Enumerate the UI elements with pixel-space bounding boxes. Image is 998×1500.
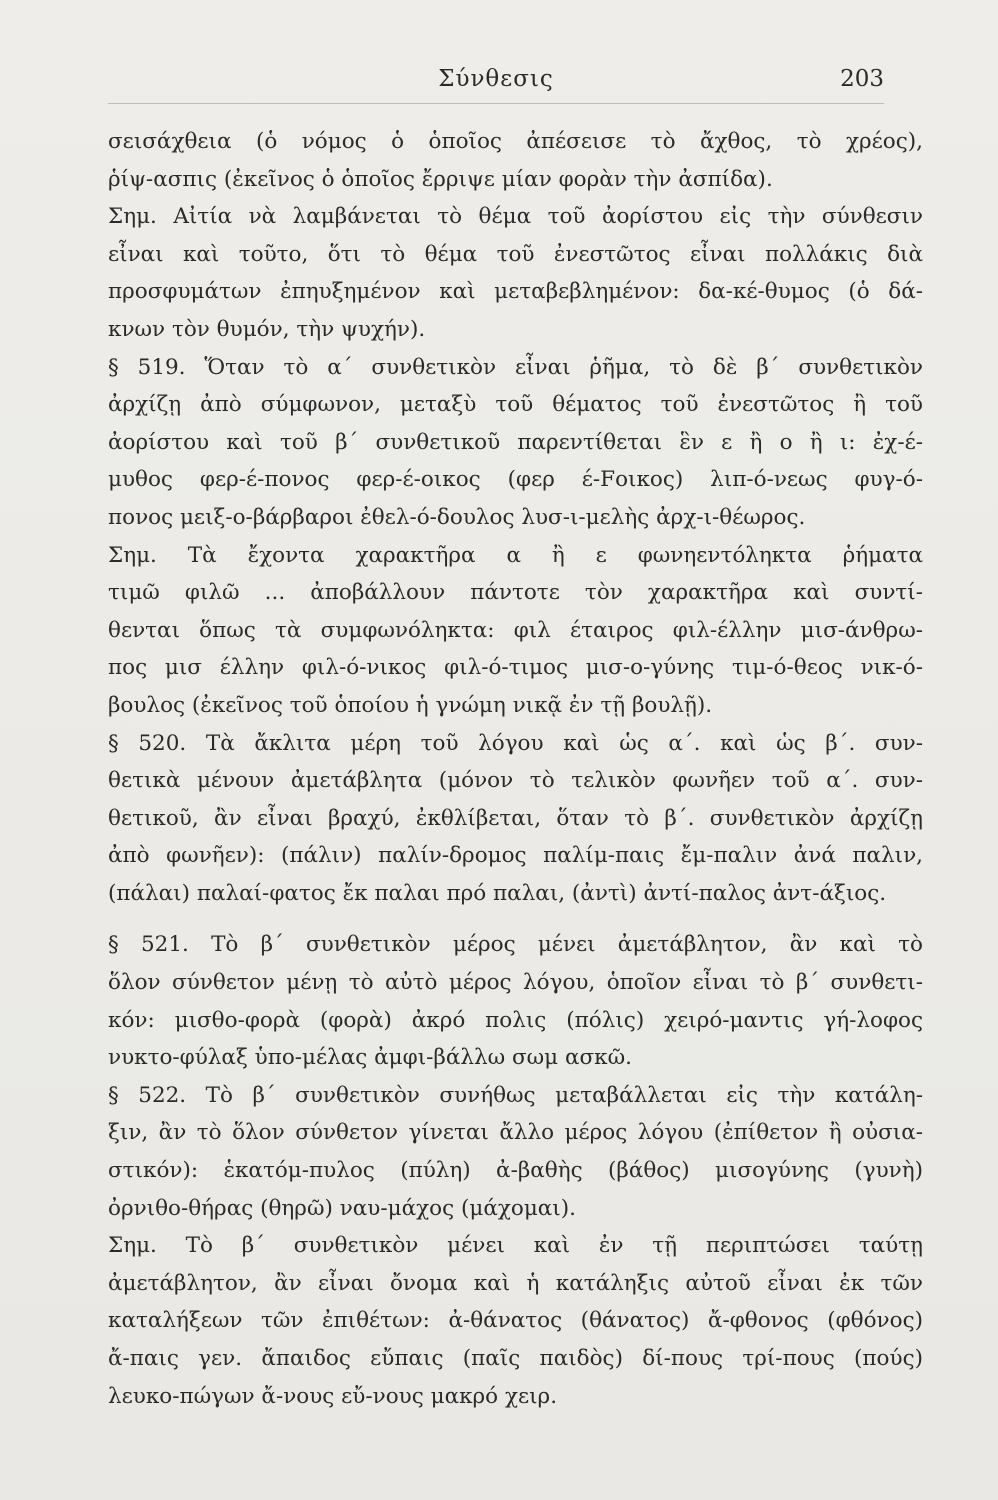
text-line: βουλος (ἐκεῖνος τοῦ ὁποίου ἡ γνώμη νικᾷ ἐν τῇ βουλῇ). — [108, 692, 713, 718]
text-line: νυκτο-φύλαξ ὑπο-μέλας ἀμφι-βάλλω σωμ ασκῶ. — [108, 1045, 632, 1071]
text-line: Σημ. Τὰ ἔχοντα χαρακτῆρα α ἢ ε φωνηεντόληκτα ῥήματα — [108, 542, 923, 568]
text-line: πονος μειξ-ο-βάρβαροι ἐθελ-ό-δουλος λυσ-ι-μελὴς ἀρχ-ι-θέωρος. — [108, 504, 806, 530]
text-line: θετικοῦ, ἂν εἶναι βραχύ, ἐκθλίβεται, ὅταν τὸ β΄. συνθετικὸν ἀρχίζῃ — [108, 805, 923, 831]
text-line: κνων τὸν θυμόν, τὴν ψυχήν). — [108, 316, 426, 342]
text-line: ὅλον σύνθετον μένῃ τὸ αὐτὸ μέρος λόγου, ὁποῖον εἶναι τὸ β΄ συνθετι- — [108, 970, 923, 996]
text-line: ὀρνιθο-θήρας (θηρῶ) ναυ-μάχος (μάχομαι). — [108, 1195, 576, 1221]
text-line: μυθος φερ-έ-πονος φερ-έ-οικος (φερ έ-Fοικος) λιπ-ό-νεως φυγ-ό- — [108, 467, 923, 493]
text-line: ἀμετάβλητον, ἂν εἶναι ὄνομα καὶ ἡ κατάληξις αὐτοῦ εἶναι ἐκ τῶν — [108, 1270, 923, 1296]
text-line: τιμῶ φιλῶ ... ἀποβάλλουν πάντοτε τὸν χαρακτῆρα καὶ συντί- — [108, 580, 923, 606]
text-line: στικόν): ἑκατόμ-πυλος (πύλη) ἀ-βαθὴς (βάθος) μισογύνης (γυνὴ) — [108, 1158, 923, 1184]
text-line: (πάλαι) παλαί-φατος ἔκ παλαι πρό παλαι, (ἀντὶ) ἀντί-παλος ἀντ-άξιος. — [108, 880, 887, 906]
page-header — [108, 60, 884, 100]
text-line: ξιν, ἂν τὸ ὅλον σύνθετον γίνεται ἄλλο μέρος λόγου (ἐπίθετον ἢ οὐσια- — [108, 1120, 923, 1146]
text-line: Σημ. Τὸ β΄ συνθετικὸν μένει καὶ ἐν τῇ περιπτώσει ταύτῃ — [108, 1233, 923, 1259]
header-rule — [108, 103, 884, 104]
text-line: εἶναι καὶ τοῦτο, ὅτι τὸ θέμα τοῦ ἐνεστῶτος εἶναι πολλάκις διὰ — [108, 241, 923, 267]
text-line: καταλήξεων τῶν ἐπιθέτων: ἀ-θάνατος (θάνατος) ἄ-φθονος (φθόνος) — [108, 1308, 923, 1334]
text-line: σεισάχθεια (ὁ νόμος ὁ ὁποῖος ἀπέσεισε τὸ ἄχθος, τὸ χρέος), — [108, 129, 923, 154]
text-line: ῥίψ-ασπις (ἐκεῖνος ὁ ὁποῖος ἔρριψε μίαν φορὰν τὴν ἀσπίδα). — [108, 166, 773, 192]
text-line: § 520. Τὰ ἄκλιτα μέρη τοῦ λόγου καὶ ὡς α΄. καὶ ὡς β΄. συν- — [108, 730, 923, 756]
text-line: πος μισ έλλην φιλ-ό-νικος φιλ-ό-τιμος μισ-ο-γύνης τιμ-ό-θεος νικ-ό- — [108, 655, 923, 681]
text-line: ἀπὸ φωνῆεν): (πάλιν) παλίν-δρομος παλίμ-παις ἔμ-παλιν ἀνά παλιν, — [108, 843, 923, 869]
text-line: λευκο-πώγων ἄ-νους εὔ-νους μακρό χειρ. — [108, 1383, 558, 1409]
paragraph-gap — [108, 912, 923, 926]
text-line: ἄ-παις γεν. ἄπαιδος εὔπαις (παῖς παιδὸς) δί-πους τρί-πους (πούς) — [108, 1346, 923, 1371]
text-line: κόν: μισθο-φορὰ (φορὰ) ἀκρό πολις (πόλις) χειρό-μαντις γή-λοφος — [108, 1007, 923, 1033]
text-line: ἀρχίζῃ ἀπὸ σύμφωνον, μεταξὺ τοῦ θέματος τοῦ ἐνεστῶτος ἢ τοῦ — [108, 392, 923, 418]
page-number: 203 — [840, 66, 884, 92]
text-line: θετικὰ μένουν ἀμετάβλητα (μόνον τὸ τελικὸν φωνῆεν τοῦ α΄. συν- — [108, 768, 923, 794]
text-line: προσφυμάτων ἐπηυξημένον καὶ μεταβεβλημένον: δα-κέ-θυμος (ὁ δά- — [108, 279, 923, 305]
text-line: ἀορίστου καὶ τοῦ β΄ συνθετικοῦ παρεντίθεται ἓν ε ἢ ο ἢ ι: ἐχ-έ- — [108, 429, 923, 455]
text-line: § 522. Τὸ β΄ συνθετικὸν συνήθως μεταβάλλεται εἰς τὴν κατάλη- — [108, 1082, 923, 1108]
text-line: Σημ. Αἰτία νὰ λαμβάνεται τὸ θέμα τοῦ ἀορίστου εἰς τὴν σύνθεσιν — [108, 204, 923, 230]
text-line: § 521. Τὸ β΄ συνθετικὸν μέρος μένει ἀμετάβλητον, ἂν καὶ τὸ — [108, 932, 923, 958]
text-line: θενται ὅπως τὰ συμφωνόληκτα: φιλ έταιρος φιλ-έλλην μισ-άνθρω- — [108, 617, 923, 643]
text-line: § 519. Ὅταν τὸ α΄ συνθετικὸν εἶναι ῥῆμα, τὸ δὲ β΄ συνθετικὸν — [108, 354, 923, 380]
body-text — [108, 123, 923, 1415]
running-title: Σύνθεσις — [438, 66, 554, 92]
